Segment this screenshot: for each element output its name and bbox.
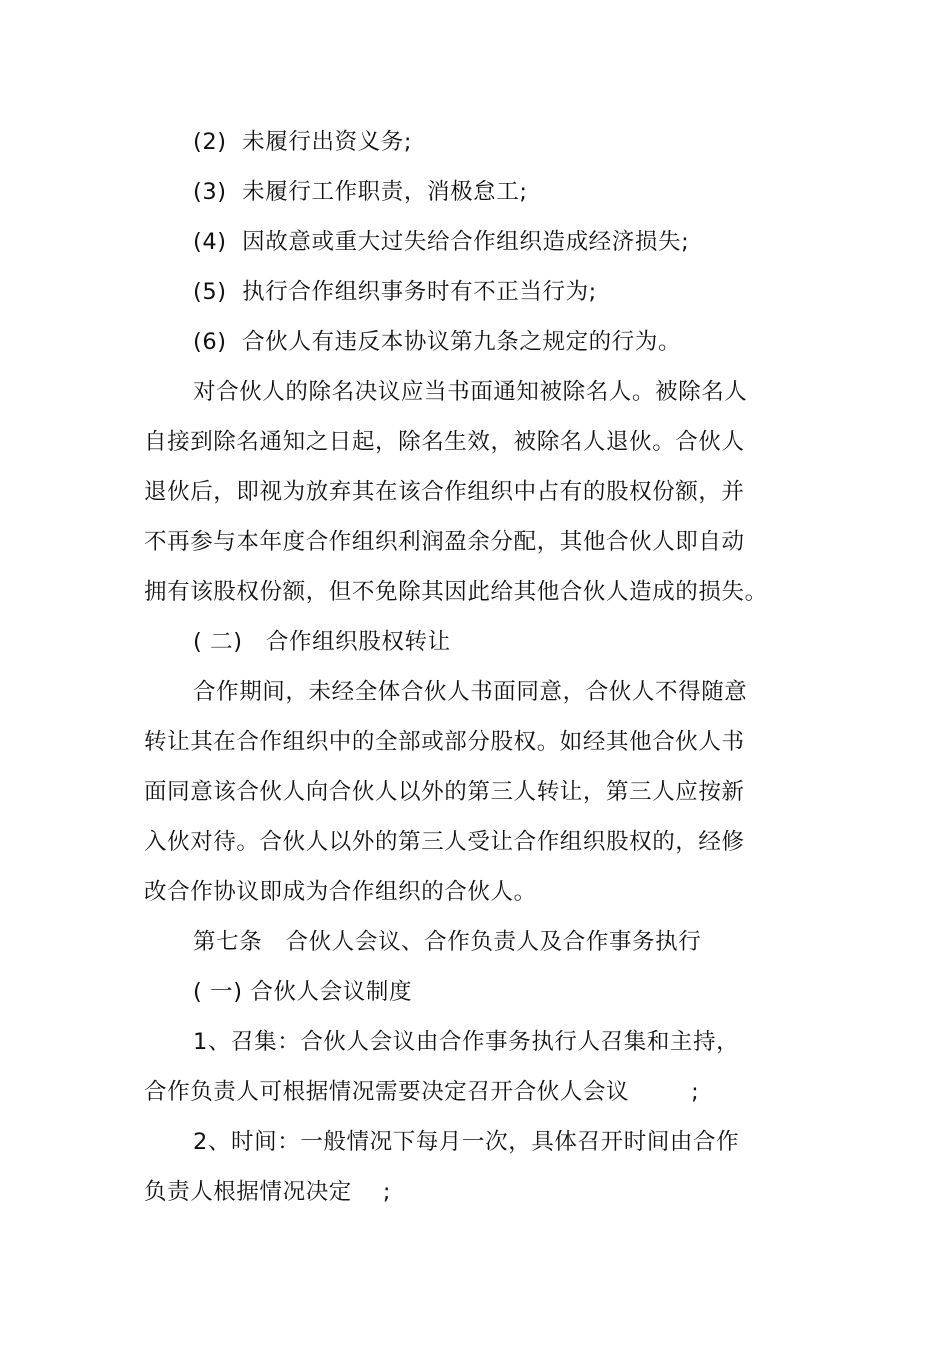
- paragraph-line: 退伙后，即视为放弃其在该合作组织中占有的股权份额，并: [144, 479, 745, 505]
- paragraph-line: 转让其在合作组织中的全部或部分股权。如经其他合伙人书: [144, 729, 745, 755]
- paragraph-line: 不再参与本年度合作组织利润盈余分配，其他合伙人即自动: [144, 529, 745, 555]
- list-item-5: (5) 执行合作组织事务时有不正当行为;: [193, 279, 597, 305]
- paragraph-line: 合作负责人可根据情况需要决定召开合伙人会议 ;: [144, 1079, 700, 1105]
- paragraph-line: 改合作协议即成为合作组织的合伙人。: [144, 879, 537, 905]
- article-heading: 第七条 合伙人会议、合作负责人及合作事务执行: [193, 929, 702, 955]
- section-heading: ( 二) 合作组织股权转让: [193, 629, 451, 655]
- section-heading: ( 一) 合伙人会议制度: [193, 979, 413, 1005]
- list-item-4: (4) 因故意或重大过失给合作组织造成经济损失;: [193, 229, 690, 255]
- list-item-2: (2) 未履行出资义务;: [193, 129, 413, 155]
- list-item-6: (6) 合伙人有违反本协议第九条之规定的行为。: [193, 329, 682, 355]
- paragraph-line: 面同意该合伙人向合伙人以外的第三人转让，第三人应按新: [144, 779, 745, 805]
- list-item-3: (3) 未履行工作职责，消极怠工;: [193, 179, 528, 205]
- paragraph-line: 入伙对待。合伙人以外的第三人受让合作组织股权的，经修: [144, 829, 745, 855]
- paragraph-line: 合作期间，未经全体合伙人书面同意，合伙人不得随意: [193, 679, 748, 705]
- paragraph-line: 自接到除名通知之日起，除名生效，被除名人退伙。合伙人: [144, 429, 745, 455]
- paragraph-line: 2、时间：一般情况下每月一次，具体召开时间由合作: [193, 1129, 740, 1155]
- paragraph-line: 拥有该股权份额，但不免除其因此给其他合伙人造成的损失。: [144, 579, 768, 605]
- paragraph-line: 1、召集：合伙人会议由合作事务执行人召集和主持，: [193, 1029, 740, 1055]
- paragraph-line: 负责人根据情况决定 ;: [144, 1179, 392, 1205]
- paragraph-line: 对合伙人的除名决议应当书面通知被除名人。被除名人: [193, 379, 748, 405]
